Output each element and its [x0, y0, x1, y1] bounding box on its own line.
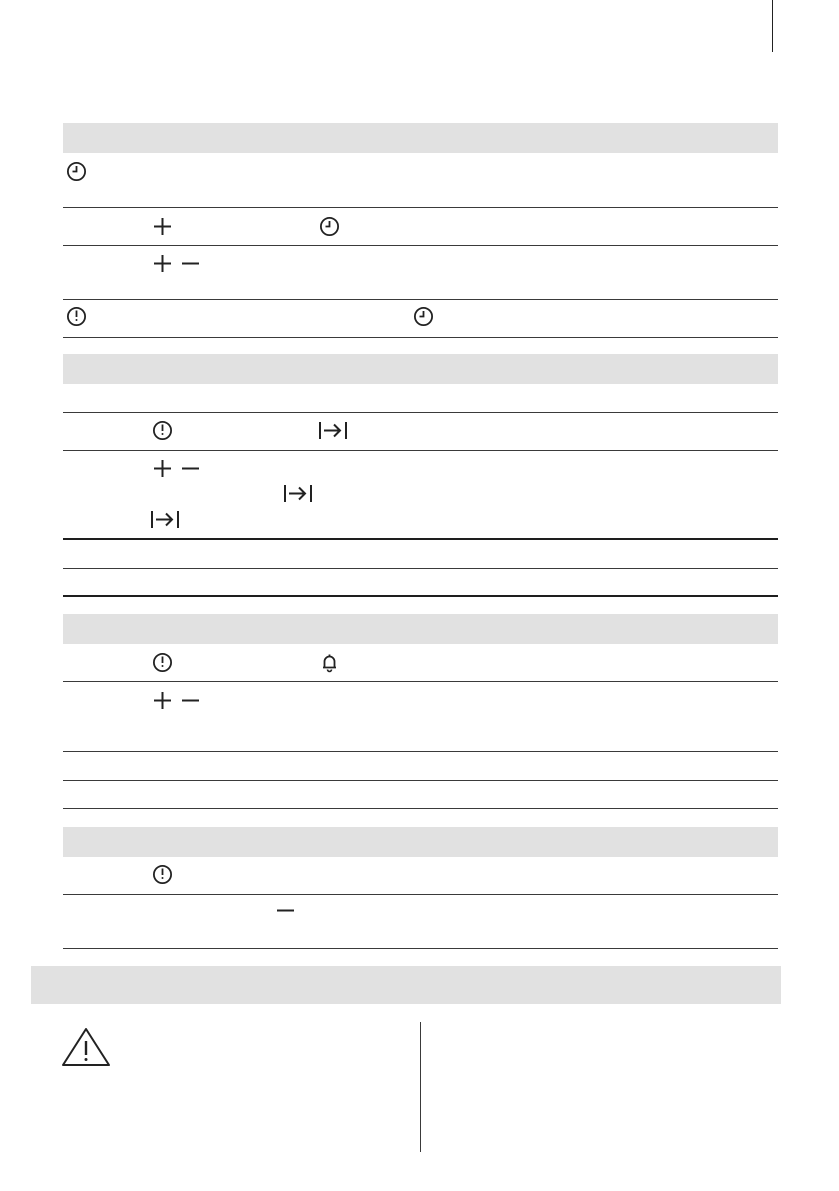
timer-icon — [66, 306, 87, 327]
minus-icon — [180, 253, 201, 274]
clock-icon — [413, 306, 434, 327]
plus-icon — [152, 216, 173, 237]
row-divider — [63, 780, 778, 781]
row-divider — [63, 568, 778, 569]
column-divider — [420, 1022, 421, 1152]
section-heading-band — [31, 966, 781, 1004]
plus-icon — [152, 690, 173, 711]
row-divider — [63, 337, 778, 338]
clock-icon — [66, 161, 87, 182]
row-divider — [63, 412, 778, 413]
plus-icon — [152, 253, 173, 274]
row-divider — [63, 595, 778, 597]
row-divider — [63, 948, 778, 949]
timer-icon — [152, 864, 173, 885]
row-divider — [63, 450, 778, 451]
row-divider — [63, 681, 778, 682]
row-divider — [63, 207, 778, 208]
clock-icon — [319, 216, 340, 237]
minus-icon — [180, 690, 201, 711]
table-header-band-1 — [63, 123, 778, 153]
row-divider — [63, 808, 778, 809]
row-divider — [63, 894, 778, 895]
warning-triangle-icon — [60, 1026, 112, 1073]
plus-icon — [152, 458, 173, 479]
timer-icon — [152, 420, 173, 441]
table-header-band-3 — [63, 614, 778, 644]
timer-icon — [152, 652, 173, 673]
row-divider — [63, 538, 778, 540]
arrow-to-bar-icon — [283, 483, 313, 504]
arrow-to-bar-icon — [150, 509, 180, 530]
row-divider — [63, 751, 778, 752]
bell-icon — [319, 652, 340, 673]
table-header-band-2 — [63, 354, 778, 384]
row-divider — [63, 245, 778, 246]
minus-icon — [275, 900, 296, 921]
row-divider — [63, 299, 778, 300]
table-header-band-4 — [63, 827, 778, 857]
minus-icon — [180, 458, 201, 479]
arrow-to-bar-icon — [318, 420, 348, 441]
